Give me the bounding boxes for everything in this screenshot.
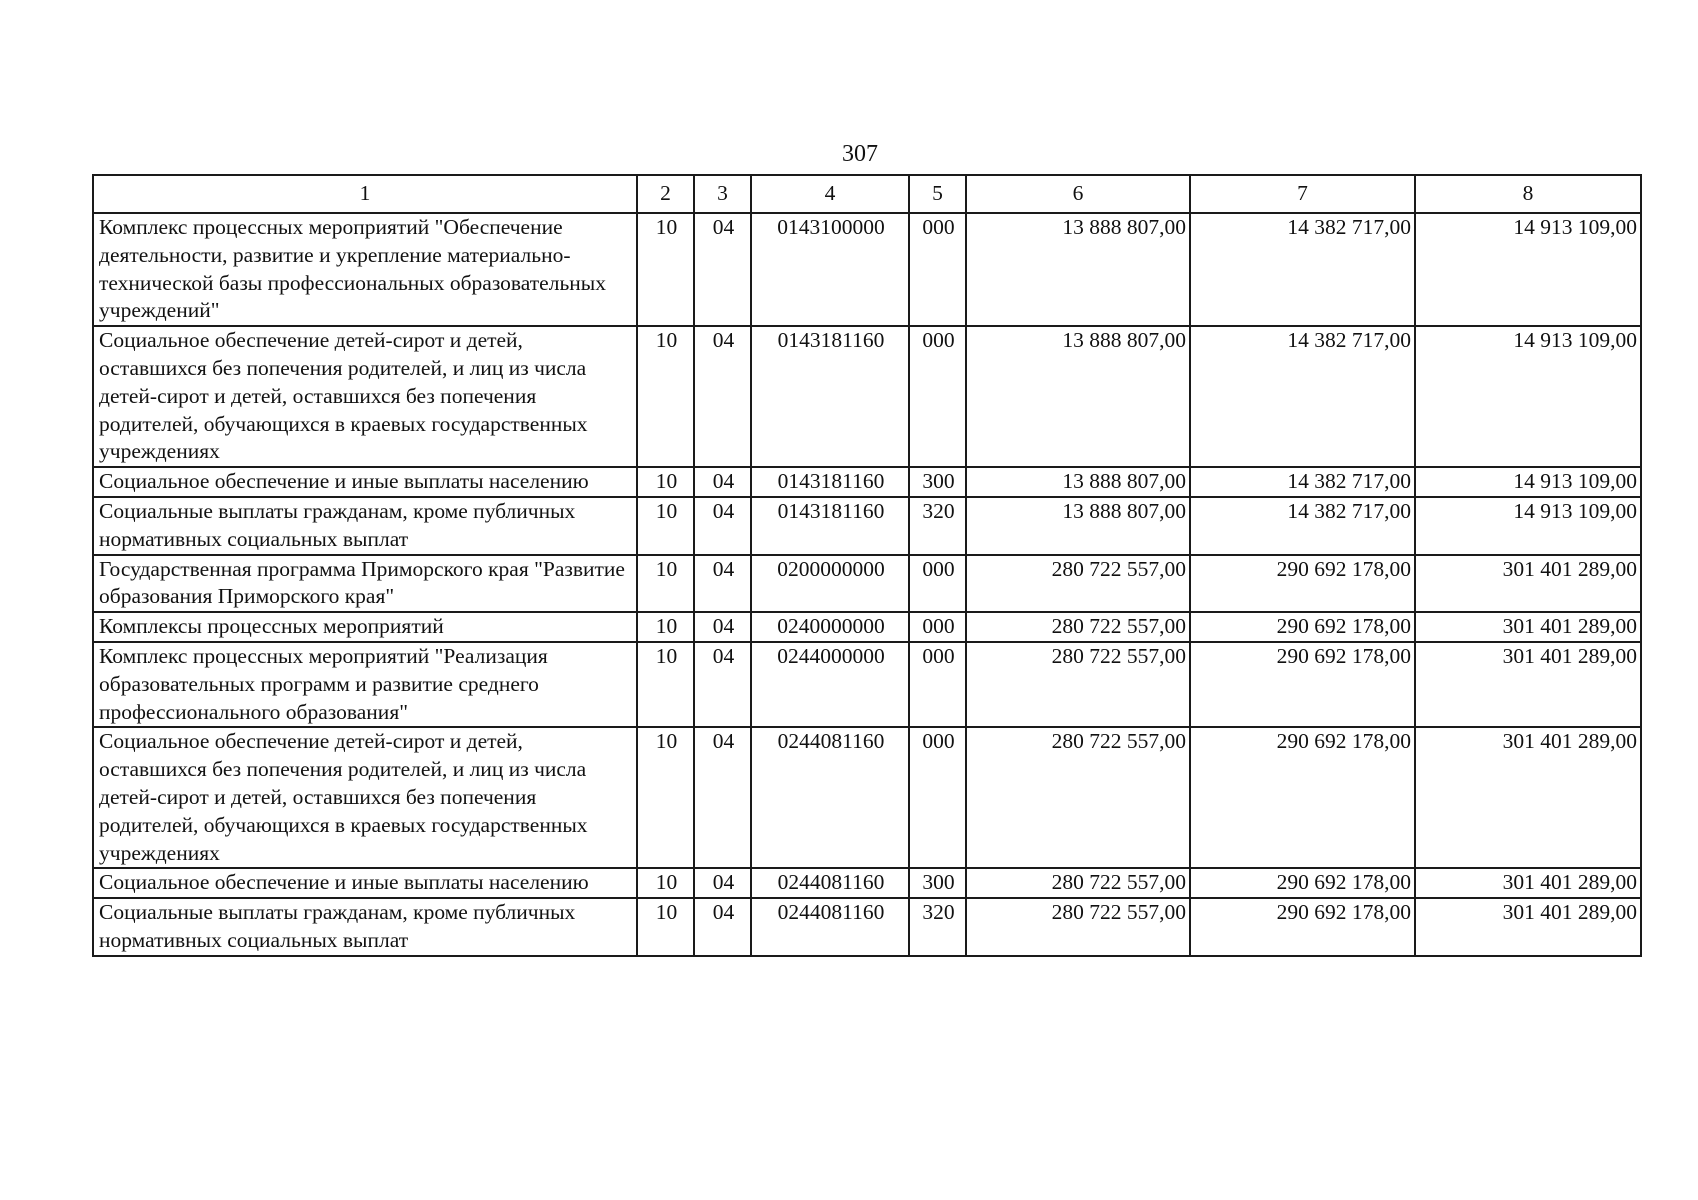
target-item-code: 0200000000 <box>751 555 909 613</box>
amount-col8: 14 913 109,00 <box>1415 213 1641 326</box>
expense-type-code: 320 <box>909 898 966 956</box>
target-item-code: 0143100000 <box>751 213 909 326</box>
expense-type-code: 300 <box>909 467 966 497</box>
target-item-code: 0143181160 <box>751 467 909 497</box>
subsection-code: 04 <box>694 326 751 467</box>
section-code: 10 <box>637 213 694 326</box>
table-row <box>93 467 1641 497</box>
budget-table <box>92 174 1642 957</box>
column-header: 3 <box>694 175 751 213</box>
subsection-code: 04 <box>694 497 751 555</box>
item-name: Социальное обеспечение детей-сирот и детей, оставшихся без попечения родителей, и лиц из числа детей-сирот и детей, оставшихся без попечения родителей, обучающихся в краевых государственных учреждениях <box>93 326 637 467</box>
expense-type-code: 320 <box>909 497 966 555</box>
section-code: 10 <box>637 497 694 555</box>
section-code: 10 <box>637 467 694 497</box>
amount-col8: 14 913 109,00 <box>1415 497 1641 555</box>
subsection-code: 04 <box>694 213 751 326</box>
target-item-code: 0244000000 <box>751 642 909 727</box>
table-row <box>93 642 1641 727</box>
amount-col7: 290 692 178,00 <box>1190 642 1415 727</box>
column-header: 2 <box>637 175 694 213</box>
expense-type-code: 000 <box>909 727 966 868</box>
section-code: 10 <box>637 612 694 642</box>
item-name: Социальное обеспечение и иные выплаты населению <box>93 868 637 898</box>
item-name: Социальные выплаты гражданам, кроме публичных нормативных социальных выплат <box>93 497 637 555</box>
amount-col8: 301 401 289,00 <box>1415 642 1641 727</box>
table-row <box>93 612 1641 642</box>
amount-col6: 280 722 557,00 <box>966 642 1190 727</box>
section-code: 10 <box>637 868 694 898</box>
item-name: Комплекс процессных мероприятий "Реализация образовательных программ и развитие среднего профессионального образования" <box>93 642 637 727</box>
amount-col7: 290 692 178,00 <box>1190 868 1415 898</box>
table-row <box>93 213 1641 326</box>
table-row <box>93 326 1641 467</box>
subsection-code: 04 <box>694 727 751 868</box>
section-code: 10 <box>637 555 694 613</box>
amount-col8: 301 401 289,00 <box>1415 868 1641 898</box>
section-code: 10 <box>637 642 694 727</box>
amount-col7: 290 692 178,00 <box>1190 612 1415 642</box>
item-name: Комплекс процессных мероприятий "Обеспечение деятельности, развитие и укрепление материально-технической базы профессиональных образовательных учреждений" <box>93 213 637 326</box>
target-item-code: 0244081160 <box>751 868 909 898</box>
item-name: Государственная программа Приморского края "Развитие образования Приморского края" <box>93 555 637 613</box>
table-row <box>93 727 1641 868</box>
amount-col6: 13 888 807,00 <box>966 497 1190 555</box>
amount-col6: 280 722 557,00 <box>966 727 1190 868</box>
amount-col8: 14 913 109,00 <box>1415 467 1641 497</box>
target-item-code: 0244081160 <box>751 898 909 956</box>
subsection-code: 04 <box>694 868 751 898</box>
expense-type-code: 000 <box>909 612 966 642</box>
amount-col8: 301 401 289,00 <box>1415 898 1641 956</box>
subsection-code: 04 <box>694 467 751 497</box>
amount-col6: 280 722 557,00 <box>966 612 1190 642</box>
table-row <box>93 898 1641 956</box>
target-item-code: 0240000000 <box>751 612 909 642</box>
amount-col7: 290 692 178,00 <box>1190 898 1415 956</box>
expense-type-code: 300 <box>909 868 966 898</box>
subsection-code: 04 <box>694 642 751 727</box>
column-header: 4 <box>751 175 909 213</box>
expense-type-code: 000 <box>909 555 966 613</box>
section-code: 10 <box>637 898 694 956</box>
target-item-code: 0244081160 <box>751 727 909 868</box>
section-code: 10 <box>637 326 694 467</box>
amount-col8: 301 401 289,00 <box>1415 727 1641 868</box>
table-row <box>93 555 1641 613</box>
item-name: Социальные выплаты гражданам, кроме публичных нормативных социальных выплат <box>93 898 637 956</box>
subsection-code: 04 <box>694 555 751 613</box>
amount-col7: 290 692 178,00 <box>1190 727 1415 868</box>
amount-col7: 290 692 178,00 <box>1190 555 1415 613</box>
section-code: 10 <box>637 727 694 868</box>
amount-col8: 301 401 289,00 <box>1415 555 1641 613</box>
subsection-code: 04 <box>694 898 751 956</box>
amount-col8: 14 913 109,00 <box>1415 326 1641 467</box>
table-row <box>93 868 1641 898</box>
amount-col6: 280 722 557,00 <box>966 555 1190 613</box>
amount-col7: 14 382 717,00 <box>1190 326 1415 467</box>
expense-type-code: 000 <box>909 642 966 727</box>
column-header: 6 <box>966 175 1190 213</box>
amount-col6: 13 888 807,00 <box>966 326 1190 467</box>
column-header: 5 <box>909 175 966 213</box>
table-row <box>93 497 1641 555</box>
amount-col6: 13 888 807,00 <box>966 467 1190 497</box>
column-header: 1 <box>93 175 637 213</box>
table-header-row <box>93 175 1641 213</box>
amount-col6: 280 722 557,00 <box>966 898 1190 956</box>
amount-col6: 280 722 557,00 <box>966 868 1190 898</box>
subsection-code: 04 <box>694 612 751 642</box>
target-item-code: 0143181160 <box>751 326 909 467</box>
item-name: Социальное обеспечение детей-сирот и детей, оставшихся без попечения родителей, и лиц из числа детей-сирот и детей, оставшихся без попечения родителей, обучающихся в краевых государственных учреждениях <box>93 727 637 868</box>
expense-type-code: 000 <box>909 213 966 326</box>
amount-col6: 13 888 807,00 <box>966 213 1190 326</box>
column-header: 8 <box>1415 175 1641 213</box>
target-item-code: 0143181160 <box>751 497 909 555</box>
column-header: 7 <box>1190 175 1415 213</box>
item-name: Социальное обеспечение и иные выплаты населению <box>93 467 637 497</box>
page-number: 307 <box>842 141 878 167</box>
amount-col7: 14 382 717,00 <box>1190 497 1415 555</box>
expense-type-code: 000 <box>909 326 966 467</box>
amount-col7: 14 382 717,00 <box>1190 213 1415 326</box>
amount-col7: 14 382 717,00 <box>1190 467 1415 497</box>
item-name: Комплексы процессных мероприятий <box>93 612 637 642</box>
amount-col8: 301 401 289,00 <box>1415 612 1641 642</box>
